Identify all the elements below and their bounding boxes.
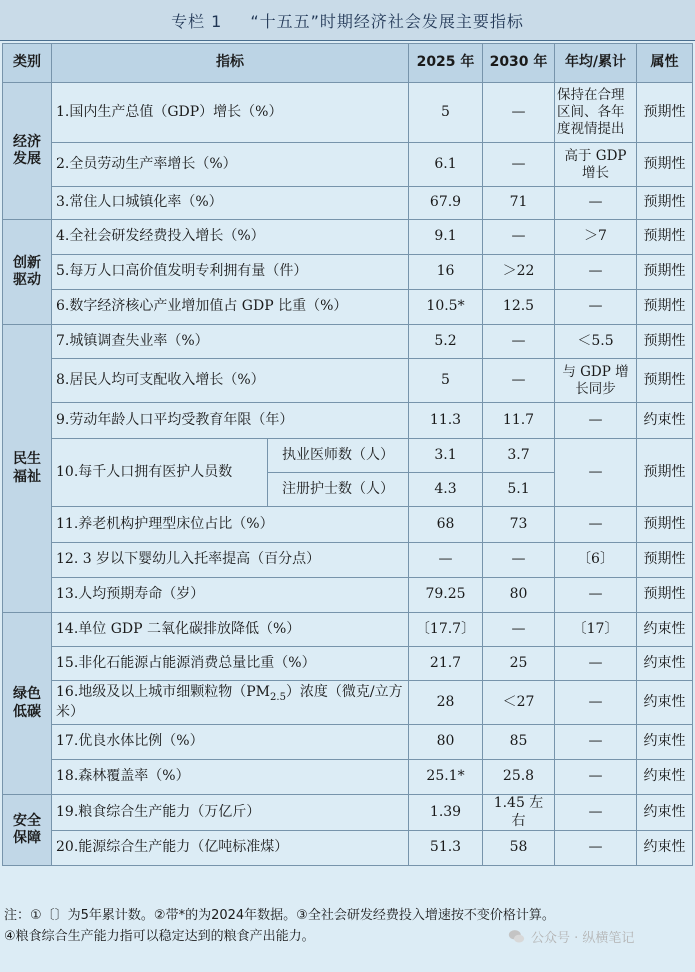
- attribute: 预期性: [637, 187, 693, 220]
- indicator-name: 6.数字经济核心产业增加值占 GDP 比重（%）: [52, 290, 409, 325]
- header-indicator: 指标: [52, 44, 409, 83]
- table-row: [3, 613, 693, 647]
- value-2030: —: [483, 220, 555, 255]
- annual-value: —: [555, 255, 637, 290]
- table-row: [3, 359, 693, 403]
- category-innovation: 创新 驱动: [3, 220, 52, 325]
- attribute: 预期性: [637, 83, 693, 143]
- attribute: 预期性: [637, 325, 693, 359]
- table-row: [3, 290, 693, 325]
- attribute: 预期性: [637, 290, 693, 325]
- indicator-name: 15.非化石能源占能源消费总量比重（%）: [52, 647, 409, 681]
- value-2025: 5: [409, 359, 483, 403]
- table-row: [3, 255, 693, 290]
- title-label: 专栏 1: [171, 11, 223, 31]
- indicator-name: 12. 3 岁以下婴幼儿入托率提高（百分点）: [52, 543, 409, 578]
- attribute: 预期性: [637, 507, 693, 543]
- value-2025: 9.1: [409, 220, 483, 255]
- table-row: [3, 507, 693, 543]
- watermark-text: 公众号 · 纵横笔记: [531, 931, 635, 946]
- footnote-line-1: 注：①〔〕为5年累计数。②带*的为2024年数据。③全社会研发经费投入增速按不变价格计算。: [4, 908, 555, 923]
- value-2025: 〔17.7〕: [409, 613, 483, 647]
- annual-value: —: [555, 681, 637, 725]
- value-2030: —: [483, 83, 555, 143]
- attribute: 约束性: [637, 613, 693, 647]
- attribute: 预期性: [637, 543, 693, 578]
- indicator-name: 5.每万人口高价值发明专利拥有量（件）: [52, 255, 409, 290]
- indicator-name: 19.粮食综合生产能力（万亿斤）: [52, 795, 409, 831]
- value-2025: 1.39: [409, 795, 483, 831]
- table-row: [3, 325, 693, 359]
- value-2025: 5: [409, 83, 483, 143]
- annual-value: —: [555, 725, 637, 760]
- table-row: [3, 760, 693, 795]
- indicator-subname: 注册护士数（人）: [268, 473, 409, 507]
- annual-value: —: [555, 507, 637, 543]
- table-row: [3, 143, 693, 187]
- indicator-subname: 执业医师数（人）: [268, 439, 409, 473]
- value-2025: —: [409, 543, 483, 578]
- category-economy: 经济 发展: [3, 83, 52, 220]
- value-2030: —: [483, 325, 555, 359]
- value-2025: 4.3: [409, 473, 483, 507]
- annual-value: 保持在合理区间、各年度视情提出: [555, 83, 637, 143]
- value-2025: 16: [409, 255, 483, 290]
- value-2025: 5.2: [409, 325, 483, 359]
- value-2025: 68: [409, 507, 483, 543]
- footnote-line-2: ④粮食综合生产能力指可以稳定达到的粮食产出能力。: [4, 929, 315, 944]
- value-2030: ＞22: [483, 255, 555, 290]
- header-annual: 年均/累计: [555, 44, 637, 83]
- table-row: [3, 681, 693, 725]
- value-2030: 5.1: [483, 473, 555, 507]
- header-attribute: 属性: [637, 44, 693, 83]
- wechat-icon: [508, 928, 525, 945]
- value-2025: 11.3: [409, 403, 483, 439]
- attribute: 预期性: [637, 439, 693, 507]
- table-title: [0, 0, 695, 41]
- value-2030: —: [483, 359, 555, 403]
- value-2030: 73: [483, 507, 555, 543]
- indicator-name: 9.劳动年龄人口平均受教育年限（年）: [52, 403, 409, 439]
- attribute: 约束性: [637, 681, 693, 725]
- table-row: [3, 187, 693, 220]
- table-row: [3, 578, 693, 613]
- indicator-name: 17.优良水体比例（%）: [52, 725, 409, 760]
- value-2025: 10.5*: [409, 290, 483, 325]
- attribute: 约束性: [637, 831, 693, 866]
- indicator-name: 8.居民人均可支配收入增长（%）: [52, 359, 409, 403]
- value-2030: 85: [483, 725, 555, 760]
- table-row: [3, 543, 693, 578]
- category-green: 绿色 低碳: [3, 613, 52, 795]
- indicator-name: 16.地级及以上城市细颗粒物$(PM_{2.5})$浓度（微克/立方米）: [52, 681, 409, 725]
- value-2030: 58: [483, 831, 555, 866]
- value-2030: 80: [483, 578, 555, 613]
- attribute: 预期性: [637, 220, 693, 255]
- table-row: [3, 220, 693, 255]
- annual-value: —: [555, 760, 637, 795]
- value-2030: ＜27: [483, 681, 555, 725]
- table-row: [3, 83, 693, 143]
- indicator-name: 18.森林覆盖率（%）: [52, 760, 409, 795]
- annual-value: —: [555, 831, 637, 866]
- value-2025: 80: [409, 725, 483, 760]
- value-2030: —: [483, 543, 555, 578]
- category-wellbeing: 民生 福祉: [3, 325, 52, 613]
- indicator-name: 10.每千人口拥有医护人员数: [52, 439, 268, 507]
- annual-value: —: [555, 439, 637, 507]
- table-row: [3, 439, 693, 473]
- table-row: [3, 403, 693, 439]
- table-row: [3, 725, 693, 760]
- indicator-name: 14.单位 GDP 二氧化碳排放降低（%）: [52, 613, 409, 647]
- indicator-name: 1.国内生产总值（GDP）增长（%）: [52, 83, 409, 143]
- indicator-name: 13.人均预期寿命（岁）: [52, 578, 409, 613]
- annual-value: ＞7: [555, 220, 637, 255]
- value-2030: 25.8: [483, 760, 555, 795]
- value-2025: 25.1*: [409, 760, 483, 795]
- annual-value: —: [555, 290, 637, 325]
- indicator-name: 3.常住人口城镇化率（%）: [52, 187, 409, 220]
- header-category: 类别: [3, 44, 52, 83]
- title-text: “十五五”时期经济社会发展主要指标: [250, 11, 524, 31]
- attribute: 预期性: [637, 578, 693, 613]
- value-2025: 3.1: [409, 439, 483, 473]
- value-2030: 71: [483, 187, 555, 220]
- indicator-name: 20.能源综合生产能力（亿吨标准煤）: [52, 831, 409, 866]
- value-2030: 11.7: [483, 403, 555, 439]
- attribute: 约束性: [637, 647, 693, 681]
- indicator-name: 4.全社会研发经费投入增长（%）: [52, 220, 409, 255]
- annual-value: —: [555, 578, 637, 613]
- annual-value: 高于 GDP 增长: [555, 143, 637, 187]
- value-2030: 1.45 左右: [483, 795, 555, 831]
- annual-value: —: [555, 795, 637, 831]
- attribute: 预期性: [637, 359, 693, 403]
- value-2025: 21.7: [409, 647, 483, 681]
- value-2025: 67.9: [409, 187, 483, 220]
- header-row: [3, 44, 693, 83]
- annual-value: —: [555, 187, 637, 220]
- header-2025: 2025 年: [409, 44, 483, 83]
- indicator-name: 11.养老机构护理型床位占比（%）: [52, 507, 409, 543]
- attribute: 约束性: [637, 725, 693, 760]
- value-2030: 12.5: [483, 290, 555, 325]
- attribute: 约束性: [637, 403, 693, 439]
- value-2030: 25: [483, 647, 555, 681]
- annual-value: —: [555, 403, 637, 439]
- value-2030: 3.7: [483, 439, 555, 473]
- value-2025: 79.25: [409, 578, 483, 613]
- value-2025: 6.1: [409, 143, 483, 187]
- watermark: [508, 927, 634, 946]
- value-2030: —: [483, 143, 555, 187]
- indicator-name: 2.全员劳动生产率增长（%）: [52, 143, 409, 187]
- attribute: 预期性: [637, 143, 693, 187]
- annual-value: —: [555, 647, 637, 681]
- table-row: [3, 647, 693, 681]
- annual-value: 〔6〕: [555, 543, 637, 578]
- annual-value: ＜5.5: [555, 325, 637, 359]
- value-2030: —: [483, 613, 555, 647]
- annual-value: 〔17〕: [555, 613, 637, 647]
- indicator-name: 7.城镇调查失业率（%）: [52, 325, 409, 359]
- value-2025: 51.3: [409, 831, 483, 866]
- category-security: 安全 保障: [3, 795, 52, 866]
- indicators-table: [2, 43, 693, 866]
- table-row: [3, 795, 693, 831]
- table-row: [3, 831, 693, 866]
- value-2025: 28: [409, 681, 483, 725]
- annual-value: 与 GDP 增长同步: [555, 359, 637, 403]
- attribute: 约束性: [637, 760, 693, 795]
- attribute: 约束性: [637, 795, 693, 831]
- header-2030: 2030 年: [483, 44, 555, 83]
- attribute: 预期性: [637, 255, 693, 290]
